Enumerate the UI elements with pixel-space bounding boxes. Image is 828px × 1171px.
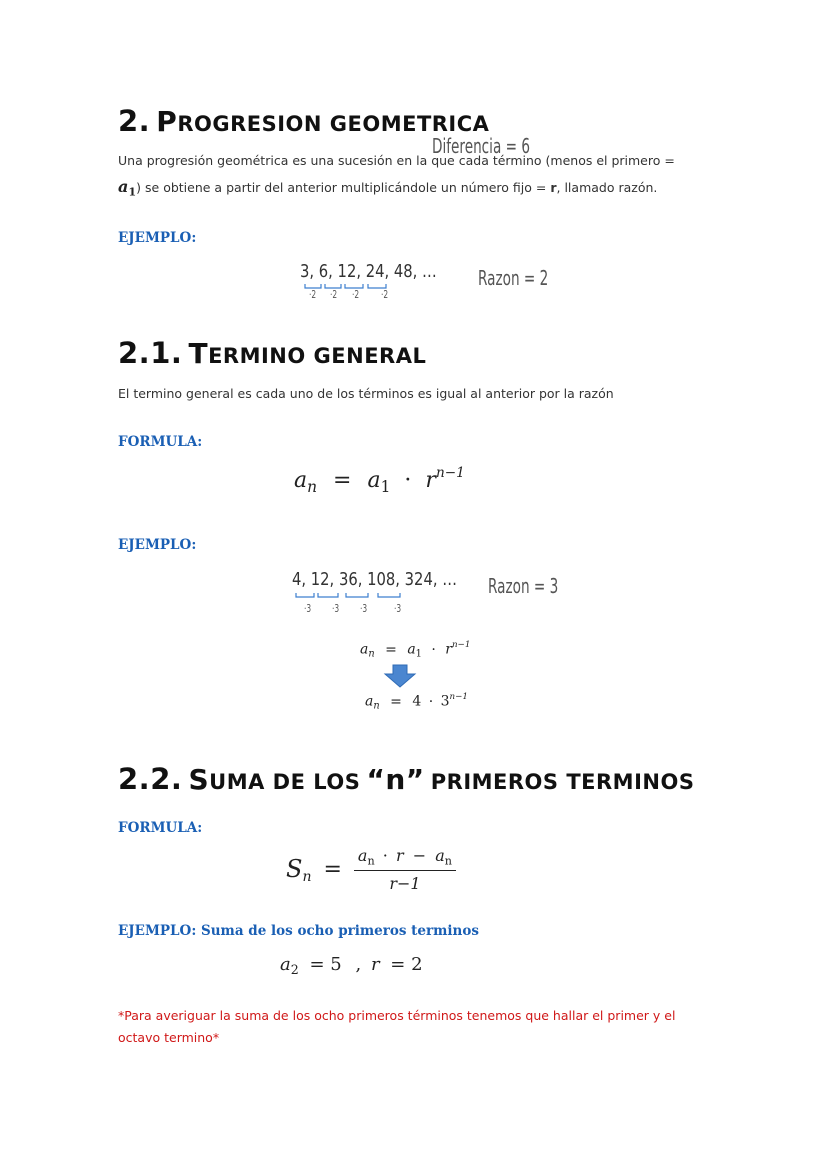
section-2-heading <box>118 104 489 138</box>
general-term-description: El termino general es cada uno de los términos es igual al anterior por la razón <box>118 386 614 401</box>
worked-result-formula: $a_n = 4 \cdot 3^{n-1}$ <box>365 692 468 712</box>
down-arrow-icon <box>383 664 417 688</box>
bracket-4 <box>378 593 400 597</box>
bracket-2 <box>318 593 338 597</box>
example-label-3: EJEMPLO: Suma de los ocho primeros terminos <box>118 923 479 939</box>
sequence-1: 3, 6, 12, 24, 48, … <box>300 261 437 282</box>
sum-numerator: $a_n \cdot r - a_n$ <box>354 846 456 871</box>
definition-line-1: Una progresión geométrica es una sucesión en la que cada término (menos el primero = <box>118 153 675 168</box>
multiplier-1b: ·2 <box>330 288 338 301</box>
ratio-note-2: Razon = 3 <box>488 574 559 598</box>
example-label-2: EJEMPLO: <box>118 537 197 553</box>
sum-formula: $S_n$ = $\frac{a_n \cdot r - a_n}{r-1}$ <box>286 846 456 893</box>
sequence-2: 4, 12, 36, 108, 324, … <box>292 569 457 590</box>
section-number: 2.1. <box>118 336 183 370</box>
general-term-formula: $a_n = a_1 \cdot r^{n-1}$ <box>294 465 465 496</box>
heading-end: PRIMEROS TERMINOS <box>430 770 695 794</box>
sum-denominator: r−1 <box>389 874 421 894</box>
section-2-1-heading <box>118 336 426 370</box>
multiplier-2a: ·3 <box>304 602 312 615</box>
heading-initial: S <box>188 763 210 796</box>
section-number: 2. <box>118 104 151 138</box>
section-number: 2.2. <box>118 762 183 796</box>
bracket-3 <box>346 593 368 597</box>
formula-label-2: FORMULA: <box>118 820 203 836</box>
example-label-1: EJEMPLO: <box>118 230 197 246</box>
multiplier-2c: ·3 <box>360 602 368 615</box>
ratio-note-1: Razon = 2 <box>478 266 549 290</box>
section-2-2-heading <box>118 762 694 796</box>
multiplier-2b: ·3 <box>332 602 340 615</box>
multiplier-2d: ·3 <box>394 602 402 615</box>
multiplier-1d: ·2 <box>381 288 389 301</box>
heading-rest: ERMINO GENERAL <box>208 344 427 368</box>
heading-initial: P <box>156 105 178 138</box>
multiplier-1c: ·2 <box>352 288 360 301</box>
a1-symbol: $a_1$ <box>118 177 137 199</box>
multiplier-1a: ·2 <box>309 288 317 301</box>
heading-quote-n: “n” <box>366 763 425 796</box>
sum-lhs: $S_n$ <box>286 854 312 885</box>
sum-fraction <box>354 846 456 893</box>
heading-rest: UMA DE LOS <box>209 770 361 794</box>
heading-initial: T <box>188 337 209 370</box>
bracket-1 <box>296 593 314 597</box>
hint-note: *Para averiguar la suma de los ocho primeros términos tenemos que hallar el primer y el octavo termino* <box>118 1008 676 1045</box>
definition-line-2: $a_1$) se obtiene a partir del anterior multiplicándole un número fijo = r, llamado razón. <box>118 177 658 199</box>
sequence-2-brackets <box>292 591 422 605</box>
difference-annotation: Diferencia = 6 <box>432 134 530 158</box>
heading-rest: ROGRESION GEOMETRICA <box>177 112 490 136</box>
given-values: $a_2 = 5$ , r = 2 <box>280 954 423 977</box>
formula-label-1: FORMULA: <box>118 434 203 450</box>
worked-general-formula: $a_n = a_1 \cdot r^{n-1}$ <box>360 640 471 660</box>
